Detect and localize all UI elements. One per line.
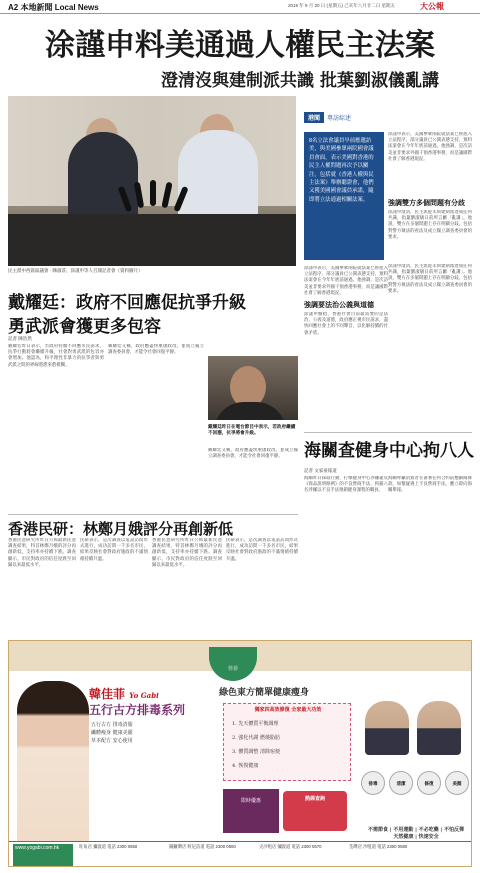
dai-portrait-caption: 戴耀廷昨日在電台節目中表示，若政府繼續不回應，抗爭將會升級。	[208, 424, 296, 436]
photo-table	[8, 214, 296, 266]
press-conference-photo	[8, 96, 296, 266]
ad-store-footer: www.yogabi.com.hk 旺角店 彌敦道 電話 2300 0550 銅鑼灣店 軒尼詩道 電話 2300 0560 尖沙咀店 彌敦道 電話 2300 0570 荃灣店 沙咀道 電話 2300 0580	[9, 841, 472, 867]
dai-portrait-photo	[208, 356, 298, 420]
dai-story-byline: 記者 陳浩然	[8, 336, 32, 341]
gym-story-col2: 海關呼籲消費者在簽署任何合約前應細閱條款，如懷疑遇上不良營商手法，應立即向海關舉報。	[388, 476, 472, 494]
dai-story-title2: 勇武派會獲更多包容	[8, 317, 161, 337]
main-headline: 涂謹申料美通過人權民主法案	[45, 28, 435, 63]
main-story-col2a: 涂謹申表示，美國參眾兩院就法案已經進入立法程序，部分議員已公開表態支持，預料法案會在今年年底前通過。他強調，是次訪美並非要求外國干預香港事務，而是讓國際社會了解香港現況。	[304, 266, 388, 296]
photo-caption: 民主派中西區區議會 · 陳淑莊、涂謹申等人召開記者會（資料圖片）	[8, 268, 143, 273]
ad-product-list: 五行古方 排毒清脂 纖體瘦身 健康美麗 草本配方 安心使用	[91, 722, 133, 744]
ad-badge-logo: 佳菲	[209, 647, 257, 681]
date-line: 2019 年 9 月 20 日 (星期五) 己亥年八月廿二日 星期五	[288, 3, 396, 8]
ad-website[interactable]: www.yogabi.com.hk	[13, 844, 73, 866]
dai-story-col3: 戴耀廷又稱，政府應盡快重啟政改，並成立獨立調查委員會，才能令社會回復平靜。	[208, 448, 298, 460]
hki-divider	[8, 514, 298, 515]
main-story-col1b: 涂謹申澄清，民主派從未與建制派達成任何共識，指葉劉淑儀日前所言屬「亂講」。他說，雙方在多個問題上存在明顯分歧，包括對警方執法的看法及成立獨立調查委員會的要求。	[388, 210, 472, 240]
ad-promo-text: 不需節食 | 不用運動 | 不必吃藥 | 不怕反彈 天然健康 | 快速安全	[368, 827, 464, 840]
main-story-col3: 涂謹申澄清，民主派從未與建制派達成任何共識，指葉劉淑儀日前所言屬「亂講」。他說，雙方在多個問題上存在明顯分歧，包括對警方執法的看法及成立獨立調查委員會的要求。	[388, 264, 472, 294]
ad-benefit-panel: 獨家四高效修復 全家最大功效 1. 先天體質平衡調理 2. 強化代謝 燃燒脂肪 3. 體質調整 清除宿便 4. 恢復健康	[223, 703, 351, 781]
ad-tagline: 綠色東方簡單健康瘦身	[219, 688, 310, 698]
newspaper-logo: 大公報	[420, 1, 444, 11]
ad-brand-line2: 五行古方排毒系列	[89, 703, 186, 717]
sub-headline: 澄清沒與建制派共識 批葉劉淑儀亂講	[161, 71, 439, 91]
dai-story-title1: 戴耀廷：政府不回應促抗爭升級	[8, 293, 246, 313]
hki-story-col3: 香港民意研究所昨日公佈最新民意調查結果，特首林鄭月娥的評分再創新低，支持率亦持續下跌。調查顯示，市民對政府的信任度跌至回歸以來最低水平。	[152, 538, 222, 568]
dai-story-col2: 戴耀廷又稱，政府應盡快重啟政改，並成立獨立調查委員會，才能令社會回復平靜。	[108, 344, 204, 356]
ad-feature-circles: 排毒 清潔 修復 美顏	[361, 763, 471, 803]
microphones	[118, 180, 198, 220]
ad-model-image	[17, 681, 89, 841]
commentary-box: 8名立法會議員早前應邀訪美，與美國參眾兩院國會議員會面，表示美國對香港的民主人權問題再次予以關注，包括就《香港人權與民主法案》舉辦聽證會，他們又獲美國國會議員承諾，隨即將立法通過相關法案。	[304, 132, 384, 260]
main-story-col2b: 涂謹申續指，香港社會目前最需要的是法治、公義及道德，政府應正視市民訴求，盡快回應社會上的不同聲音，以化解持續的社會矛盾。	[304, 312, 388, 336]
ad-person-1	[365, 701, 409, 755]
gym-divider	[304, 432, 472, 433]
hki-story-col2: 民研表示，是次調查以電話訪問形式進行，成功訪問一千多名市民，結果反映社會對政府施政的不滿情緒持續升溫。	[80, 538, 148, 562]
ad-offer-tag: 限時優惠	[223, 789, 279, 833]
ad-hotline-box[interactable]: 熱線查詢	[283, 791, 347, 831]
gym-story-byline: 記者 文家豪報道	[304, 468, 337, 473]
dai-story-col1: 戴耀廷昨日表示，若政府持續不回應市民訴求，抗爭行動將會繼續升級，社會對勇武派的包容亦會增加。他認為，和平理性非暴力的抗爭者與勇武派之間的界線將愈來愈模糊。	[8, 344, 104, 368]
portrait-shoulders	[214, 402, 286, 420]
hki-story-col4: 民研表示，是次調查以電話訪問形式進行，成功訪問一千多名市民，結果反映社會對政府施政的不滿情緒持續升溫。	[226, 538, 298, 562]
gym-story-title: 海關查健身中心拘八人	[304, 441, 474, 461]
commentary-tag: 港聞 專訪綜述	[304, 112, 354, 124]
hki-story-col1: 香港民意研究所昨日公佈最新民意調查結果，特首林鄭月娥的評分再創新低，支持率亦持續下跌。調查顯示，市民對政府的信任度跌至回歸以來最低水平。	[8, 538, 76, 568]
gym-story-col1: 海關昨日採取行動，打擊健身中心涉嫌違反《商品說明條例》的不良營商手法，拘捕八名涉嫌以不良手法推銷健身課程的職員。	[304, 476, 388, 494]
main-story-col1: 涂謹申表示，美國參眾兩院就法案已經進入立法程序，部分議員已公開表態支持，預料法案會在今年年底前通過。他強調，是次訪美並非要求外國干預香港事務，而是讓國際社會了解香港現況。	[388, 132, 472, 162]
page-number: A2 本地新聞 Local News	[8, 3, 99, 12]
main-story-sub1: 強調雙方多個問題有分歧	[388, 198, 465, 207]
advertisement[interactable]	[8, 640, 472, 867]
ad-brand: 韓佳菲 Yo Gabi	[89, 687, 159, 701]
ad-person-2	[417, 701, 461, 755]
main-story-sub2: 強調要法治公義與道德	[304, 300, 374, 309]
page-header	[0, 0, 480, 14]
hki-story-title: 香港民研：林鄭月娥評分再創新低	[8, 520, 234, 538]
